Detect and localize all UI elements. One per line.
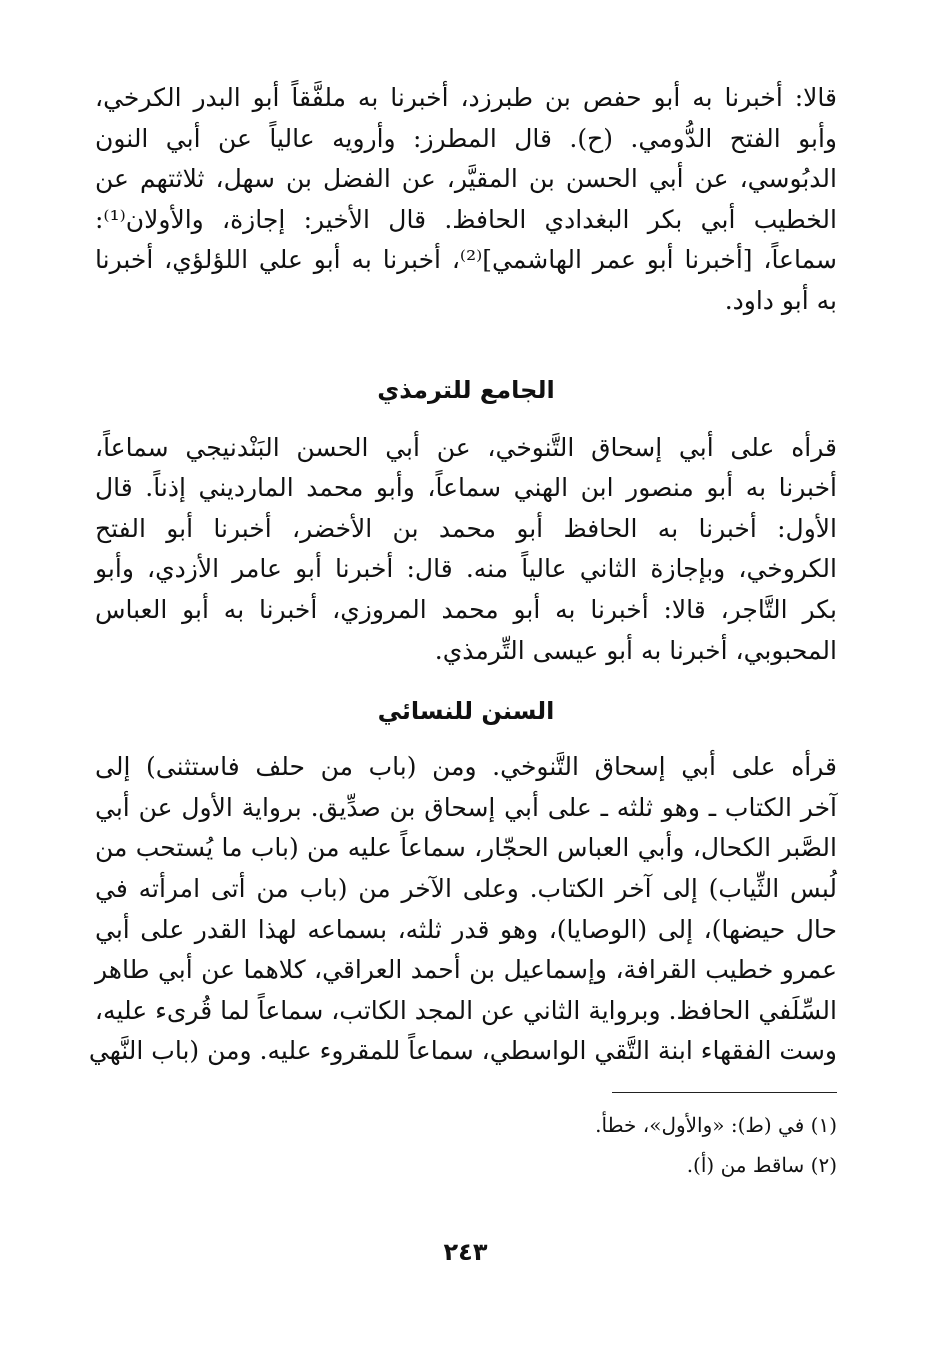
text-line: حال حيضها)، إلى (الوصايا)، وهو قدر ثلثه، بسماعه لهذا القدر على أبي: [95, 914, 837, 944]
paragraph: [95, 78, 837, 322]
section-isnad-abu-dawud: [95, 78, 837, 322]
text-line: بكر التَّاجر، قالا: أخبرنا به أبو محمد المروزي، أخبرنا به أبو العباس: [95, 594, 837, 624]
text-line: الكروخي، وبإجازة الثاني عالياً منه. قال: أخبرنا أبو عامر الأزدي، وأبو: [95, 554, 837, 584]
section-nasai: [88, 747, 837, 1072]
text-line: الأول: أخبرنا به الحافظ أبو محمد بن الأخضر، أخبرنا أبو الفتح: [95, 513, 837, 543]
text-line: لُبس الثِّياب) إلى آخر الكتاب. وعلى الآخر من (باب من أتى امرأته في: [95, 873, 837, 903]
text-line: الدبُوسي، عن أبي الحسن بن المقيَّر، عن الفضل بن سهل، ثلاثتهم عن: [95, 164, 837, 194]
text-line: سماعاً، [أخبرنا أبو عمر الهاشمي]⁽²⁾، أخبرنا به أبو علي اللؤلؤي، أخبرنا: [95, 245, 837, 275]
text-line: أخبرنا به أبو منصور ابن الهني سماعاً، وأبو محمد المارديني إذناً. قال: [95, 473, 837, 503]
text-line: قرأه على أبي إسحاق التَّنوخي، عن أبي الحسن البَنْدنيجي سماعاً،: [95, 432, 837, 462]
page-body: [88, 78, 837, 1185]
text-line: السِّلَفي الحافظ. وبرواية الثاني عن المجد الكاتب، سماعاً لما قُرىء عليه،: [94, 995, 837, 1025]
section-heading-tirmidhi: الجامع للترمذي: [377, 375, 555, 404]
text-line: المحبوبي، أخبرنا به أبو عيسى التِّرمذي.: [434, 635, 837, 665]
paragraph: [95, 428, 837, 672]
text-line: قرأه على أبي إسحاق التَّنوخي. ومن (باب من حلف فاستثنى) إلى: [95, 752, 837, 782]
section-tirmidhi: [95, 428, 837, 672]
text-line: الصَّبر الكحال، وأبي العباس الحجّار، سماعاً عليه من (باب ما يُستحب من: [95, 833, 837, 863]
text-line: به أبو داود.: [724, 285, 837, 315]
text-line: وست الفقهاء ابنة التَّقي الواسطي، سماعاً للمقروء عليه. ومن (باب النَّهي: [88, 1036, 837, 1066]
footnotes: [95, 1105, 837, 1185]
text-line: آخر الكتاب ـ وهو ثلثه ـ على أبي إسحاق بن صدِّيق. برواية الأول عن أبي: [95, 792, 837, 822]
paragraph: [88, 747, 837, 1072]
text-line: وأبو الفتح الدُّومي. (ح). قال المطرز: وأرويه عالياً عن أبي النون: [95, 123, 837, 153]
footnote-1: (١) في (ط): «والأول»، خطأ.: [595, 1112, 837, 1137]
text-line: قالا: أخبرنا به أبو حفص بن طبرزد، أخبرنا به ملفَّقاً أبو البدر الكرخي،: [95, 83, 837, 112]
text-line: عمرو خطيب القرافة، وإسماعيل بن أحمد العراقي، كلاهما عن أبي طاهر: [95, 955, 837, 985]
page-number: ٢٤٣: [443, 1238, 488, 1266]
section-heading-nasai: السنن للنسائي: [377, 697, 555, 726]
footnote-2: (٢) ساقط من (أ).: [686, 1152, 837, 1177]
text-line: الخطيب أبي بكر البغدادي الحافظ. قال الأخير: إجازة، والأولان⁽¹⁾:: [95, 204, 837, 234]
footnote-divider: [612, 1092, 837, 1093]
